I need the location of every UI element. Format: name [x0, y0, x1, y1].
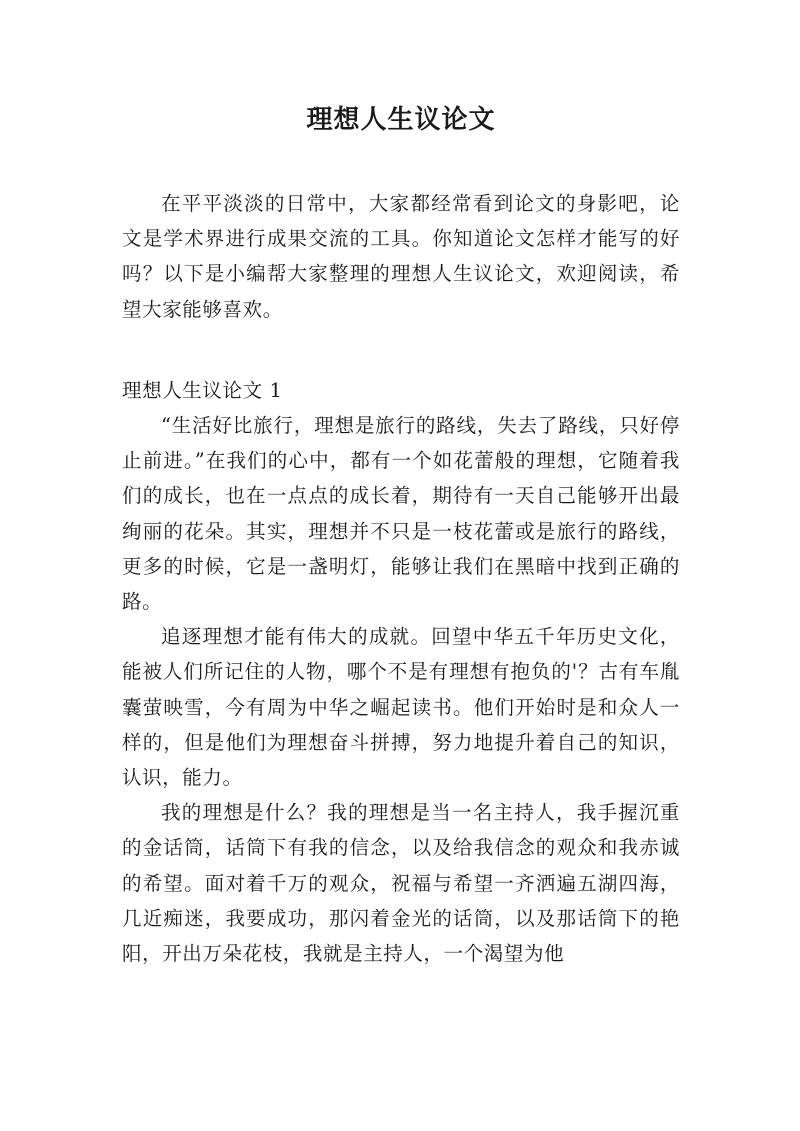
body-paragraph-3: 我的理想是什么？我的理想是当一名主持人，我手握沉重的金话筒，话筒下有我的信念，以及给我信念的观众和我赤诚的希望。面对着千万的观众，祝福与希望一齐洒遍五湖四海，几近痴迷，我要成功，那闪着金光的话筒，以及那话筒下的艳阳，开出万朵花枝，我就是主持人，一个渴望为他 [122, 801, 680, 966]
intro-paragraph: 在平平淡淡的日常中，大家都经常看到论文的身影吧，论文是学术界进行成果交流的工具。你知道论文怎样才能写的好吗？以下是小编帮大家整理的理想人生议论文，欢迎阅读，希望大家能够喜欢。 [122, 192, 680, 321]
section-heading: 理想人生议论文 1 [122, 378, 283, 402]
body-paragraph-2: 追逐理想才能有伟大的成就。回望中华五千年历史文化，能被人们所记住的人物，哪个不是有理想有抱负的'？古有车胤囊萤映雪，今有周为中华之崛起读书。他们开始时是和众人一样的，但是他们为理想奋斗拼搏，努力地提升着自己的知识，认识，能力。 [122, 625, 680, 790]
document-page [122, 0, 680, 971]
body-paragraph-1: “生活好比旅行，理想是旅行的路线，失去了路线，只好停止前进。”在我们的心中，都有一个如花蕾般的理想，它随着我们的成长，也在一点点的成长着，期待有一天自己能够开出最绚丽的花朵。其实，理想并不只是一枝花蕾或是旅行的路线，更多的时候，它是一盏明灯，能够让我们在黑暗中找到正确的路。 [122, 414, 680, 614]
document-title: 理想人生议论文 [306, 105, 496, 135]
